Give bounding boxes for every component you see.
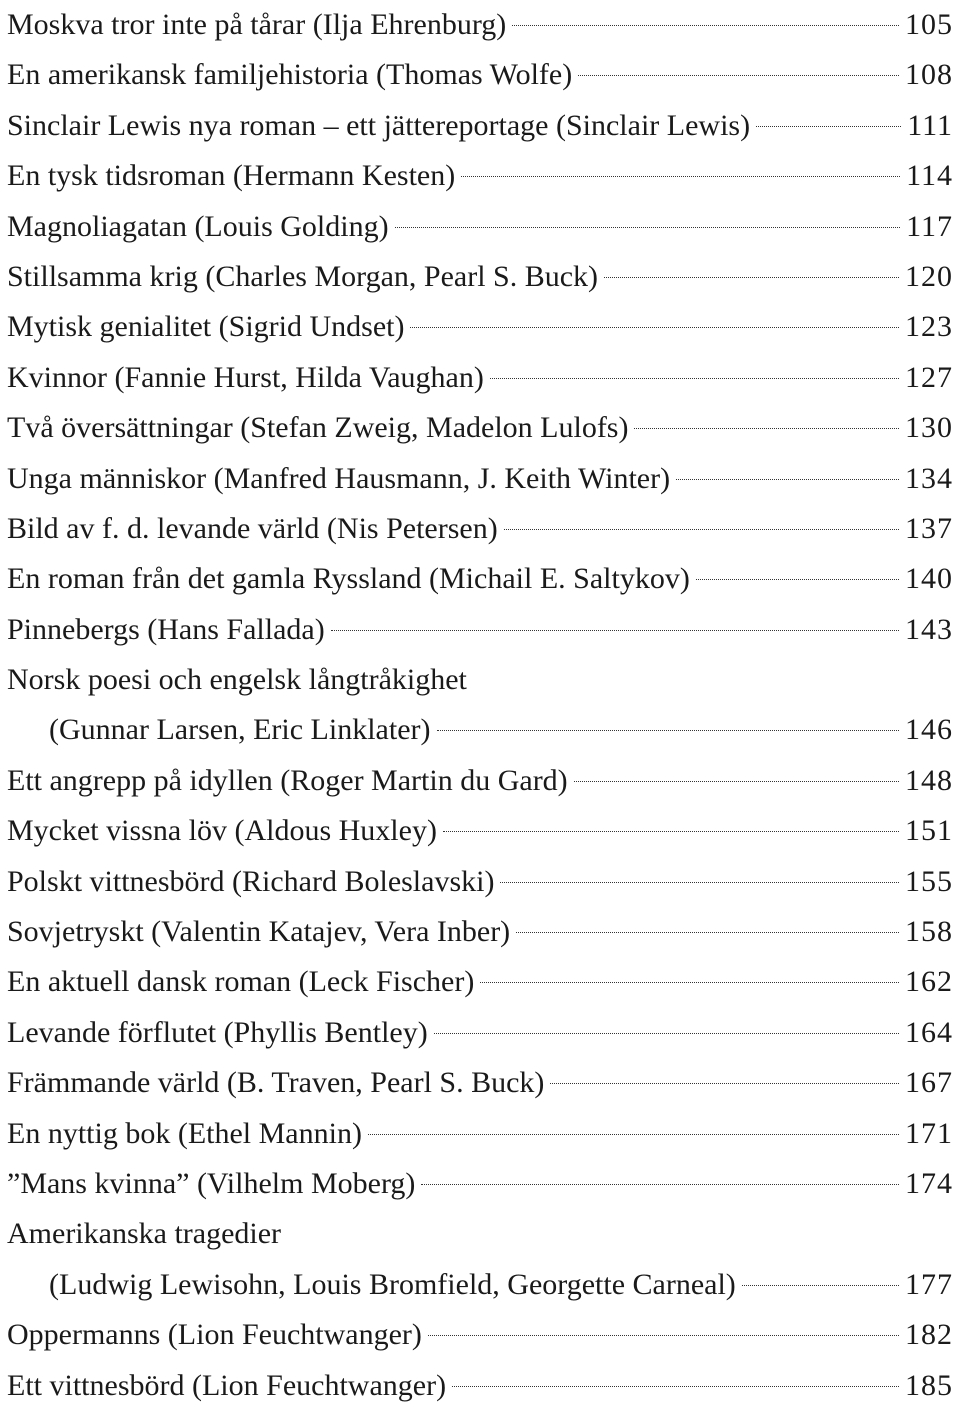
dot-leader [410,327,899,328]
toc-entry-page-number: 185 [905,1368,953,1402]
toc-entry [7,1109,953,1159]
toc-entry-page-number: 140 [905,562,953,596]
toc-entry [7,50,953,100]
toc-entry [7,554,953,604]
toc-entry [7,806,953,856]
dot-leader [676,479,899,480]
toc-entry [7,302,953,352]
toc-entry [7,907,953,957]
toc-entry-page-number: 105 [905,8,953,41]
toc-entry-page-number: 134 [905,461,953,495]
toc-entry [7,1159,953,1209]
toc-entry [7,403,953,453]
table-of-contents [7,0,953,1411]
toc-entry [7,353,953,403]
toc-entry-page-number: 137 [905,511,953,545]
toc-entry [7,1260,953,1310]
toc-entry-title: Oppermanns (Lion Feuchtwanger) [7,1318,422,1352]
toc-entry-page-number: 151 [905,814,953,848]
dot-leader [578,75,899,76]
toc-entry-page-number: 155 [905,864,953,898]
toc-entry-title: En tysk tidsroman (Hermann Kesten) [7,159,456,193]
toc-heading [7,655,953,705]
toc-entry-page-number: 108 [905,58,953,92]
dot-leader [504,529,899,530]
dot-leader [490,378,899,379]
toc-entry-title: En nyttig bok (Ethel Mannin) [7,1116,362,1150]
toc-entry-page-number: 167 [905,1066,953,1100]
dot-leader [395,227,901,228]
toc-entry [7,151,953,201]
toc-entry-page-number: 111 [907,108,953,142]
toc-entry [7,957,953,1007]
toc-entry-title: Moskva tror inte på tårar (Ilja Ehrenburg) [7,8,507,41]
dot-leader [756,126,901,127]
toc-entry-page-number: 148 [905,763,953,797]
toc-entry [7,857,953,907]
dot-leader [516,932,899,933]
toc-entry-title: Främmande värld (B. Traven, Pearl S. Buck) [7,1066,545,1100]
toc-heading-text: Amerikanska tragedier [7,1217,282,1251]
toc-entry-title: Sovjetryskt (Valentin Katajev, Vera Inber) [7,915,511,949]
toc-entry-title: Mytisk genialitet (Sigrid Undset) [7,310,405,344]
toc-entry-title: Levande förflutet (Phyllis Bentley) [7,1015,428,1049]
dot-leader [604,277,899,278]
dot-leader [428,1335,899,1336]
toc-entry-page-number: 127 [905,360,953,394]
toc-entry-title: Ett vittnesbörd (Lion Feuchtwanger) [7,1368,447,1402]
toc-entry-title: Stillsamma krig (Charles Morgan, Pearl S. Buck) [7,259,599,293]
toc-entry [7,1361,953,1411]
dot-leader [634,428,899,429]
toc-entry-title: (Gunnar Larsen, Eric Linklater) [49,713,431,747]
toc-entry [7,0,953,50]
toc-entry [7,756,953,806]
dot-leader [500,882,899,883]
dot-leader [452,1386,899,1387]
dot-leader [434,1033,899,1034]
toc-entry-title: Magnoliagatan (Louis Golding) [7,209,389,243]
toc-entry [7,1058,953,1108]
dot-leader [550,1083,899,1084]
dot-leader [512,25,899,26]
toc-entry-title: Pinnebergs (Hans Fallada) [7,612,325,646]
toc-entry-title: Polskt vittnesbörd (Richard Boleslavski) [7,864,495,898]
toc-entry-title: Unga människor (Manfred Hausmann, J. Keith Winter) [7,461,671,495]
dot-leader [437,730,900,731]
dot-leader [421,1184,899,1185]
toc-entry-title: Sinclair Lewis nya roman – ett jättereportage (Sinclair Lewis) [7,108,751,142]
toc-entry-title: Ett angrepp på idyllen (Roger Martin du Gard) [7,763,568,797]
toc-entry [7,1310,953,1360]
toc-entry-page-number: 130 [905,411,953,445]
toc-entry-title: Kvinnor (Fannie Hurst, Hilda Vaughan) [7,360,484,394]
toc-entry-page-number: 143 [905,612,953,646]
toc-entry [7,101,953,151]
toc-entry-page-number: 182 [905,1318,953,1352]
toc-entry [7,1008,953,1058]
toc-entry-page-number: 158 [905,915,953,949]
toc-entry-page-number: 162 [905,965,953,999]
toc-entry-page-number: 177 [905,1267,953,1301]
toc-entry-title: En aktuell dansk roman (Leck Fischer) [7,965,475,999]
dot-leader [331,630,899,631]
toc-entry-page-number: 174 [905,1166,953,1200]
toc-heading-text: Norsk poesi och engelsk långtråkighet [7,663,467,697]
toc-entry-page-number: 117 [906,209,953,243]
toc-entry [7,605,953,655]
toc-entry-title: Mycket vissna löv (Aldous Huxley) [7,814,437,848]
toc-entry-title: (Ludwig Lewisohn, Louis Bromfield, Georgette Carneal) [49,1267,736,1301]
toc-entry-title: Två översättningar (Stefan Zweig, Madelon Lulofs) [7,411,629,445]
toc-entry-page-number: 114 [906,159,953,193]
toc-heading [7,1209,953,1259]
dot-leader [443,831,899,832]
toc-entry-page-number: 164 [905,1015,953,1049]
toc-entry-title: Bild av f. d. levande värld (Nis Petersen) [7,511,498,545]
dot-leader [696,579,899,580]
dot-leader [574,781,899,782]
toc-entry-page-number: 123 [905,310,953,344]
toc-entry [7,705,953,755]
toc-entry-page-number: 146 [905,713,953,747]
toc-entry [7,454,953,504]
toc-entry [7,252,953,302]
toc-entry [7,504,953,554]
dot-leader [368,1134,899,1135]
dot-leader [480,982,899,983]
toc-entry-title: En amerikansk familjehistoria (Thomas Wolfe) [7,58,573,92]
toc-entry [7,202,953,252]
toc-entry-page-number: 120 [905,259,953,293]
toc-entry-title: En roman från det gamla Ryssland (Michail E. Saltykov) [7,562,690,596]
toc-entry-title: ”Mans kvinna” (Vilhelm Moberg) [7,1166,416,1200]
toc-entry-page-number: 171 [905,1116,953,1150]
dot-leader [742,1285,899,1286]
dot-leader [461,176,900,177]
